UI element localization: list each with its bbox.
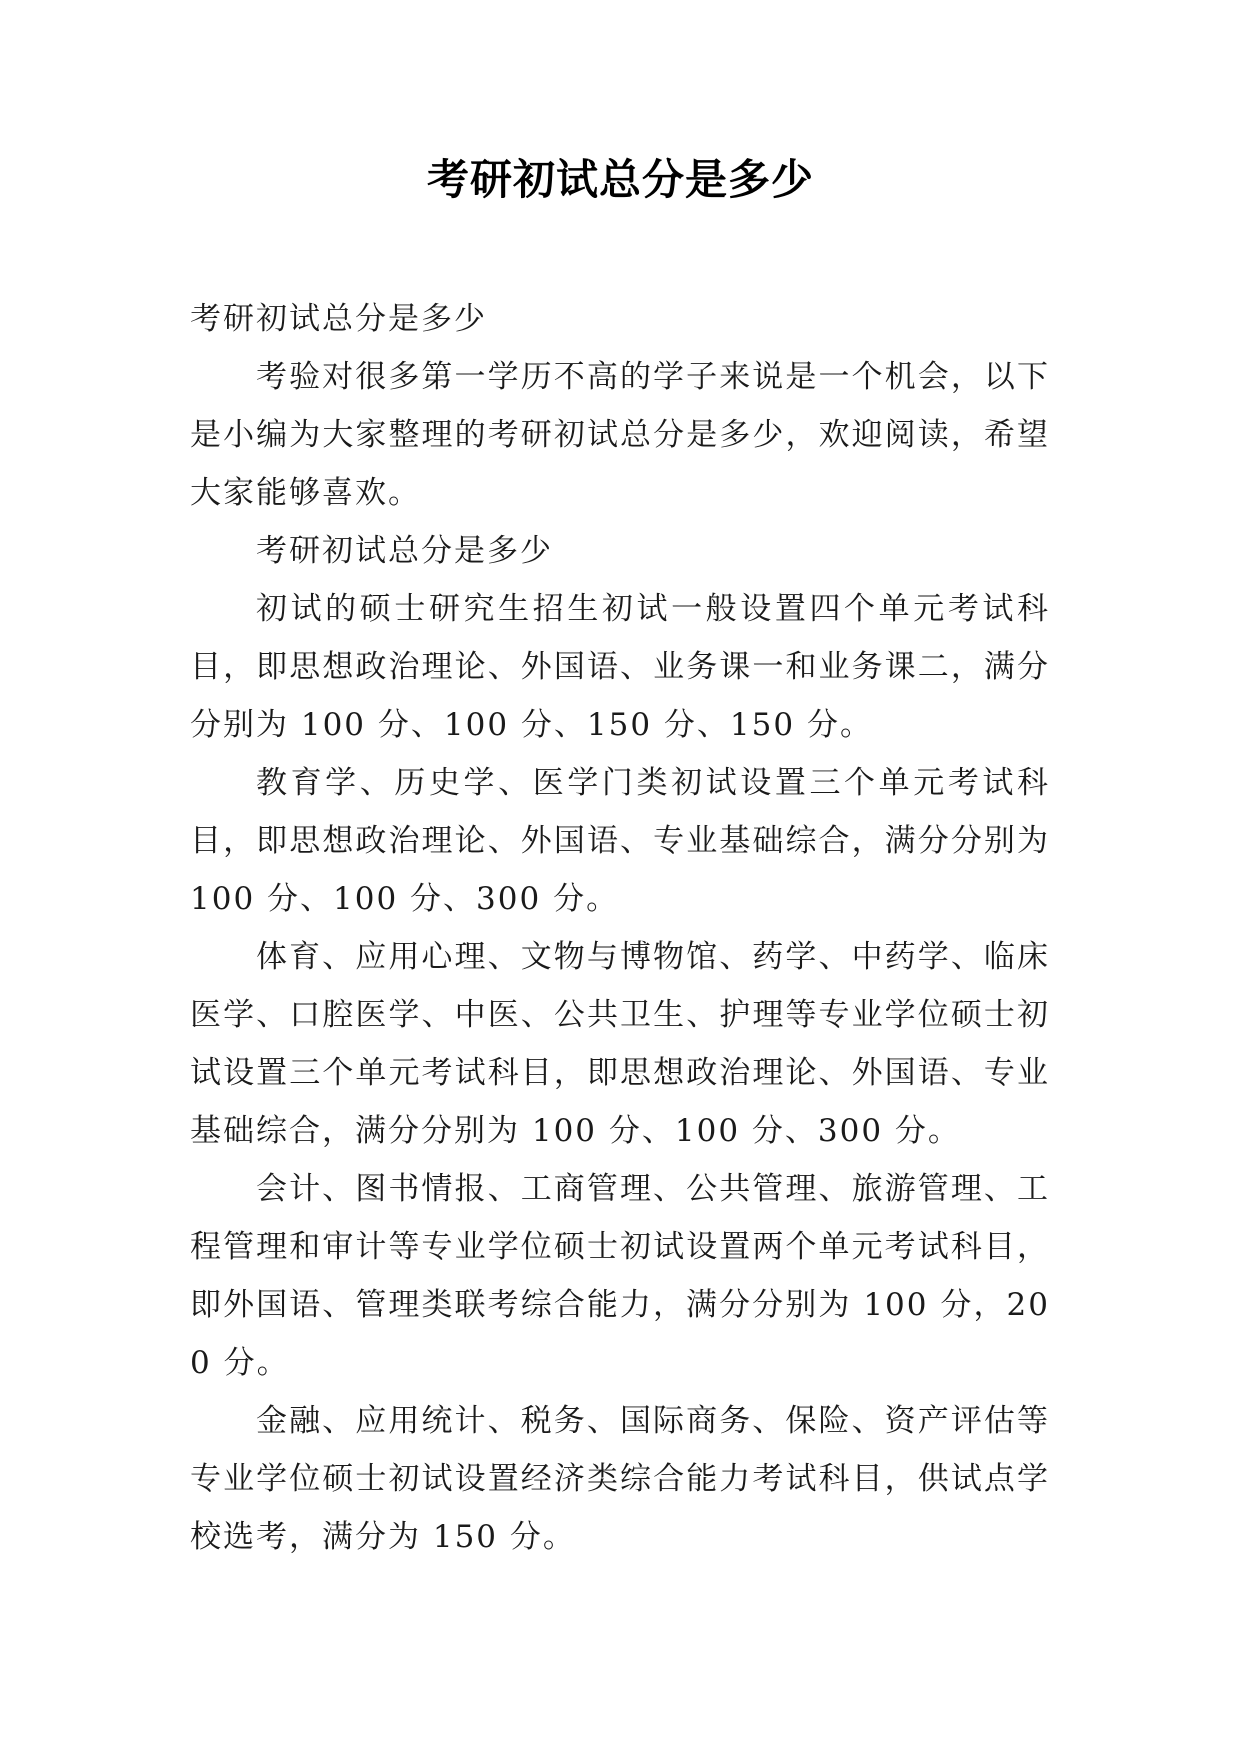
document-body	[190, 290, 1050, 1566]
paragraph-heading: 考研初试总分是多少	[256, 533, 553, 569]
paragraph-finance-degrees: 金融、应用统计、税务、国际商务、保险、资产评估等专业学位硕士初试设置经济类综合能力考试科目，供试点学校选考，满分为 150 分。	[190, 1403, 1050, 1555]
paragraph-management-degrees: 会计、图书情报、工商管理、公共管理、旅游管理、工程管理和审计等专业学位硕士初试设置两个单元考试科目，即外国语、管理类联考综合能力，满分分别为 100 分，200 分。	[190, 1171, 1050, 1381]
paragraph-professional-degrees-medical: 体育、应用心理、文物与博物馆、药学、中药学、临床医学、口腔医学、中医、公共卫生、护理等专业学位硕士初试设置三个单元考试科目，即思想政治理论、外国语、专业基础综合，满分分别为 100 分、100 分、300 分。	[190, 939, 1050, 1149]
paragraph-subtitle: 考研初试总分是多少	[190, 301, 487, 337]
paragraph-education-history-medicine: 教育学、历史学、医学门类初试设置三个单元考试科目，即思想政治理论、外国语、专业基础综合，满分分别为 100 分、100 分、300 分。	[190, 765, 1050, 917]
paragraph-intro: 考验对很多第一学历不高的学子来说是一个机会，以下是小编为大家整理的考研初试总分是多少，欢迎阅读，希望大家能够喜欢。	[190, 359, 1050, 511]
document-title: 考研初试总分是多少	[426, 155, 814, 204]
paragraph-general-subjects: 初试的硕士研究生招生初试一般设置四个单元考试科目，即思想政治理论、外国语、业务课一和业务课二，满分分别为 100 分、100 分、150 分、150 分。	[190, 591, 1050, 743]
